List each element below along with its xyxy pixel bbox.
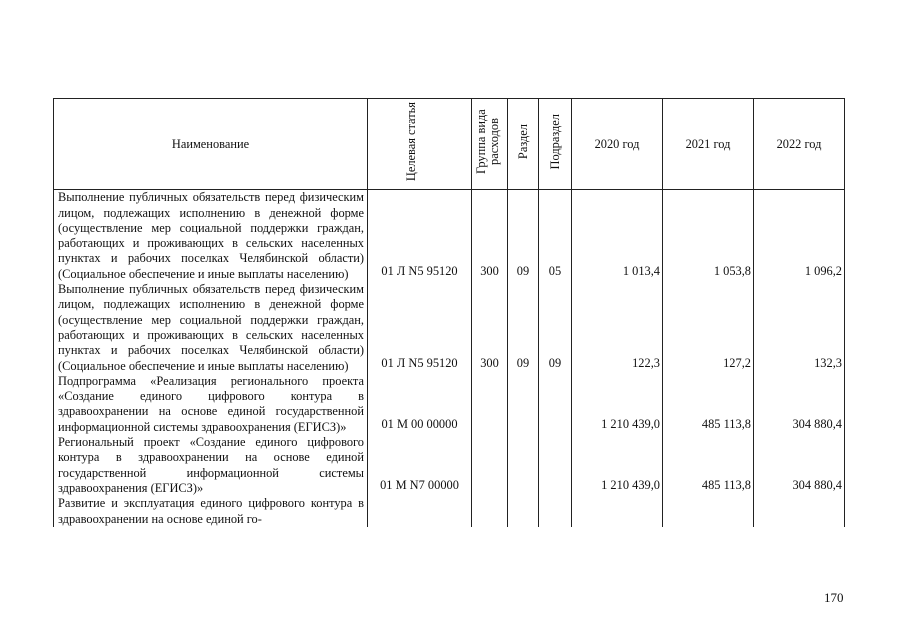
table-row: [54, 282, 845, 374]
row-2020: 1 210 439,0: [572, 374, 663, 435]
row-name: Выполнение публичных обязательств перед физическим лицом, подлежащих исполнению в денежной форме (осуществление мер социальной поддержки граждан, работающих и проживающих в сельских населенных пунктах и рабочих поселках Челябинской области) (Социальное обеспечение и иные выплаты населению): [54, 282, 368, 374]
row-section: [508, 435, 539, 496]
row-2021: 127,2: [663, 282, 754, 374]
row-expense-group: [472, 496, 508, 527]
row-section: 09: [508, 282, 539, 374]
budget-table: [53, 98, 845, 527]
header-2020: 2020 год: [572, 99, 663, 190]
row-subsection: [539, 496, 572, 527]
row-subsection: [539, 435, 572, 496]
header-expense-group: [472, 99, 508, 190]
row-section: 09: [508, 190, 539, 282]
row-target-article: 01 М N7 00000: [368, 435, 472, 496]
row-2020: 1 013,4: [572, 190, 663, 282]
table-row: [54, 435, 845, 496]
row-name: Развитие и эксплуатация единого цифрового контура в здравоохранении на основе единой го-: [54, 496, 368, 527]
row-2021: 485 113,8: [663, 435, 754, 496]
row-expense-group: [472, 435, 508, 496]
row-subsection: [539, 374, 572, 435]
table-row: [54, 190, 845, 282]
row-name: Региональный проект «Создание единого цифрового контура в здравоохранении на основе единой государственной информационной системы здравоохранения (ЕГИСЗ)»: [54, 435, 368, 496]
header-target-article: [368, 99, 472, 190]
row-expense-group: 300: [472, 190, 508, 282]
row-name: Выполнение публичных обязательств перед физическим лицом, подлежащих исполнению в денежной форме (осуществление мер социальной поддержки граждан, работающих и проживающих в сельских населенных пунктах и рабочих поселках Челябинской области) (Социальное обеспечение и иные выплаты населению): [54, 190, 368, 282]
row-2022: 304 880,4: [754, 374, 845, 435]
row-expense-group: [472, 374, 508, 435]
row-2022: 1 096,2: [754, 190, 845, 282]
row-2021: 485 113,8: [663, 374, 754, 435]
row-subsection: 09: [539, 282, 572, 374]
header-row: [54, 99, 845, 190]
row-expense-group: 300: [472, 282, 508, 374]
header-target-article-text: Целевая статья: [403, 102, 418, 182]
row-subsection: 05: [539, 190, 572, 282]
header-name: Наименование: [54, 99, 368, 190]
row-2022: 304 880,4: [754, 435, 845, 496]
row-2020: [572, 496, 663, 527]
header-2021: 2021 год: [663, 99, 754, 190]
header-section-text: Раздел: [515, 124, 530, 160]
row-2021: 1 053,8: [663, 190, 754, 282]
row-section: [508, 496, 539, 527]
row-2022: [754, 496, 845, 527]
page-number: 170: [824, 590, 844, 605]
row-2022: 132,3: [754, 282, 845, 374]
row-section: [508, 374, 539, 435]
table-row: [54, 374, 845, 435]
header-section: [508, 99, 539, 190]
header-expense-group-text: Группа вида расходов: [473, 109, 501, 175]
header-2022: 2022 год: [754, 99, 845, 190]
row-name: Подпрограмма «Реализация регионального проекта «Создание единого цифрового контура в здравоохранении на основе единой государственной информационной системы здравоохранения (ЕГИСЗ)»: [54, 374, 368, 435]
row-target-article: 01 Л N5 95120: [368, 190, 472, 282]
row-target-article: 01 М 00 00000: [368, 374, 472, 435]
header-subsection: [539, 99, 572, 190]
row-2020: 1 210 439,0: [572, 435, 663, 496]
row-2020: 122,3: [572, 282, 663, 374]
header-subsection-text: Подраздел: [547, 114, 562, 170]
row-target-article: 01 Л N5 95120: [368, 282, 472, 374]
row-target-article: [368, 496, 472, 527]
table-row: [54, 496, 845, 527]
row-2021: [663, 496, 754, 527]
